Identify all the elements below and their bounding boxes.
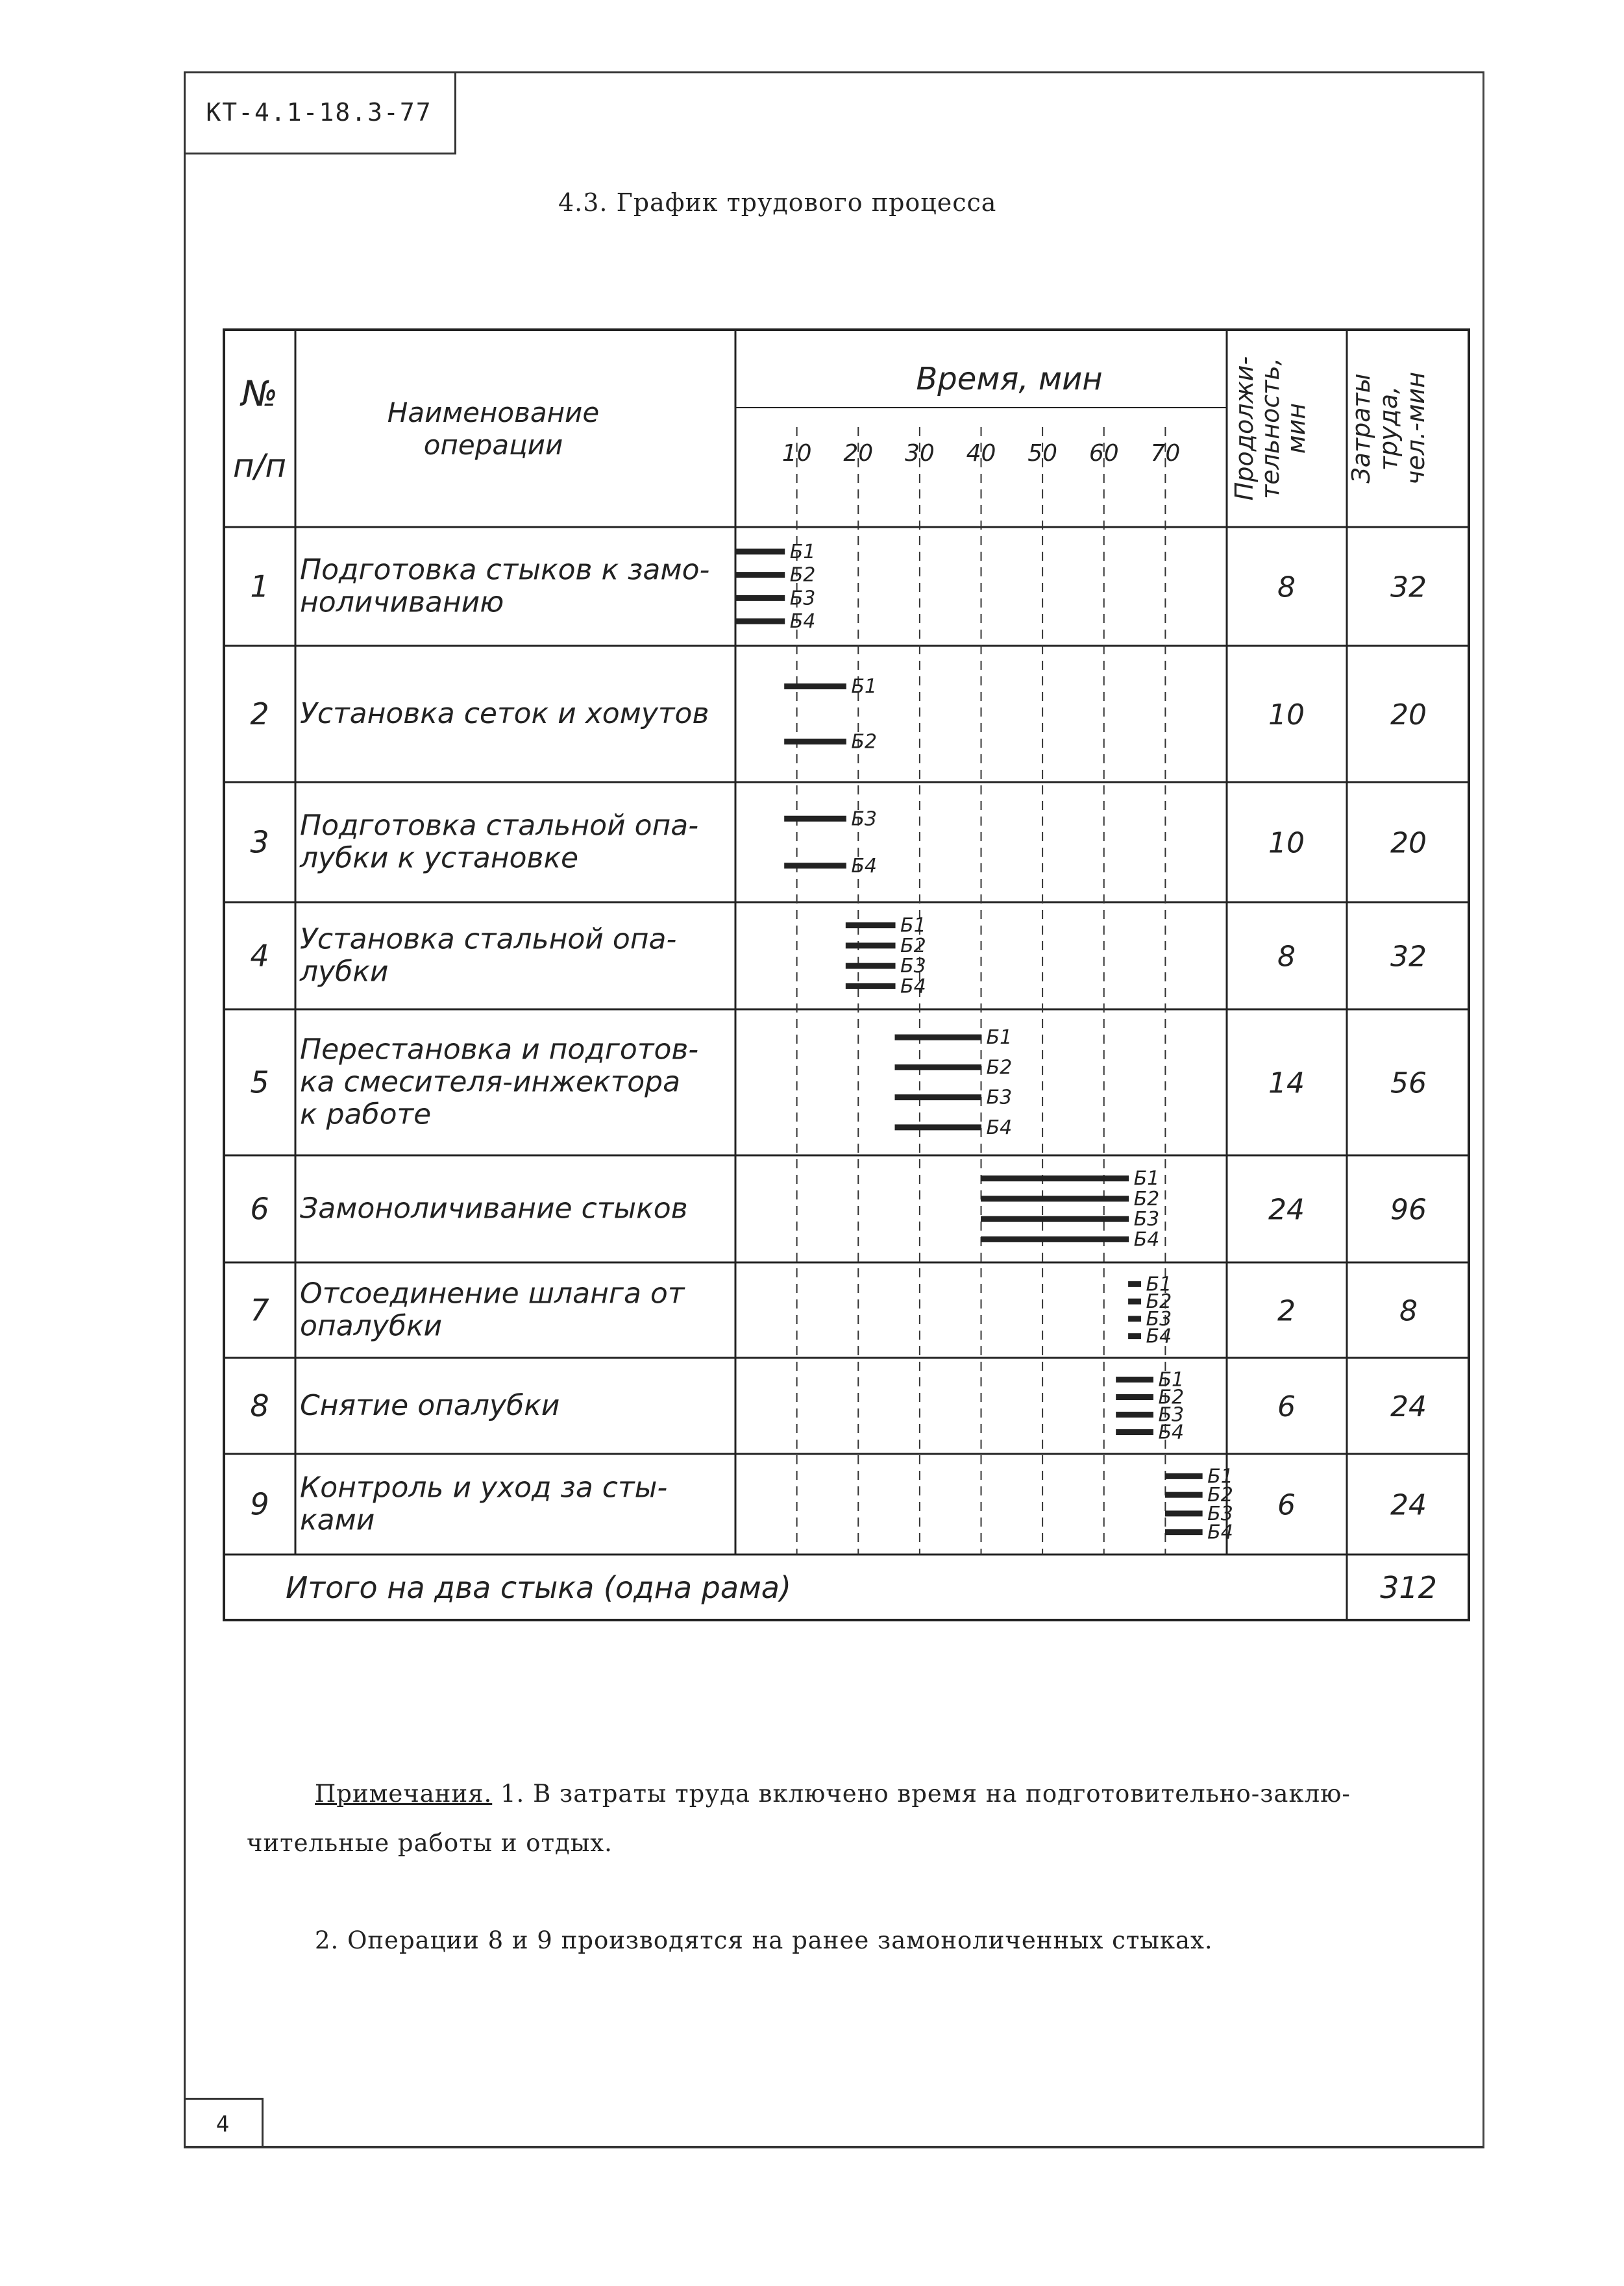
schedule-bar — [846, 943, 895, 948]
operation-name-line: к работе — [300, 1098, 432, 1131]
operation-name-line: ноличиванию — [300, 585, 504, 619]
operation-name-line: ками — [300, 1503, 375, 1537]
document-code: КТ-4.1-18.3-77 — [184, 71, 456, 154]
schedule-bar — [981, 1196, 1129, 1201]
duration-value: 10 — [1268, 826, 1305, 860]
operation-name-line: опалубки — [300, 1309, 443, 1343]
schedule-bar — [785, 684, 846, 689]
operation-name-line: Отсоединение шланга от — [300, 1277, 685, 1310]
schedule-bar — [1129, 1334, 1141, 1339]
schedule-bar — [735, 595, 785, 600]
schedule-bar — [1116, 1430, 1153, 1435]
worker-label: Б2 — [851, 730, 877, 754]
labor-value: 32 — [1390, 940, 1427, 974]
worker-label: Б3 — [1133, 1208, 1160, 1231]
duration-value: 2 — [1277, 1294, 1296, 1328]
schedule-bar — [1165, 1511, 1202, 1516]
schedule-bar — [895, 1035, 981, 1040]
schedule-bar — [1129, 1316, 1141, 1321]
time-tick-label: 50 — [1027, 440, 1058, 467]
schedule-bar — [735, 619, 785, 624]
schedule-bar — [1165, 1492, 1202, 1497]
row-number: 7 — [250, 1292, 269, 1328]
operation-name-line: ка смесителя-инжектора — [300, 1065, 681, 1099]
note-1-line-2: чительные работы и отдых. — [247, 1829, 613, 1857]
total-label: Итого на два стыка (одна рама) — [286, 1570, 791, 1605]
schedule-bar — [981, 1236, 1129, 1242]
worker-label: Б3 — [789, 587, 816, 610]
time-tick-label: 10 — [781, 440, 812, 467]
row-number: 3 — [250, 824, 269, 860]
header-name-1: Наименование — [387, 397, 600, 428]
row-number: 4 — [250, 938, 269, 974]
header-name-2: операции — [423, 429, 563, 461]
schedule-bar — [1129, 1299, 1141, 1304]
schedule-bar — [981, 1216, 1129, 1222]
duration-value: 10 — [1268, 698, 1305, 731]
worker-label: Б4 — [851, 854, 877, 878]
header-duration-line: тельность, — [1256, 358, 1285, 499]
header-no-pp: п/п — [232, 447, 287, 485]
worker-label: Б3 — [851, 807, 877, 831]
worker-label: Б4 — [1146, 1325, 1172, 1348]
schedule-bar — [1129, 1281, 1141, 1286]
header-labor-line: чел.-мин — [1401, 371, 1430, 485]
operation-name-line: Перестановка и подготов- — [300, 1033, 699, 1066]
worker-label: Б4 — [1158, 1421, 1185, 1444]
row-number: 8 — [250, 1388, 269, 1423]
labor-value: 32 — [1390, 571, 1427, 604]
schedule-bar — [846, 923, 895, 928]
row-number: 5 — [250, 1064, 269, 1100]
operation-name-line: Подготовка стальной опа- — [300, 809, 699, 842]
worker-label: Б4 — [900, 975, 926, 998]
row-number: 6 — [250, 1191, 269, 1227]
operation-name-line: лубки — [300, 955, 389, 989]
header-duration-line: мин — [1282, 402, 1310, 454]
duration-value: 6 — [1277, 1488, 1296, 1522]
operation-name-line: Снятие опалубки — [300, 1389, 560, 1422]
operation-name-line: Контроль и уход за сты- — [300, 1471, 668, 1505]
worker-label: Б3 — [1158, 1403, 1185, 1427]
schedule-bar — [895, 1125, 981, 1130]
operation-name-line: Подготовка стыков к замо- — [300, 553, 710, 587]
labor-value: 24 — [1390, 1390, 1427, 1423]
worker-label: Б2 — [1158, 1386, 1185, 1409]
row-number: 1 — [250, 569, 269, 604]
header-labor-line: труда, — [1374, 386, 1403, 471]
schedule-bar — [1165, 1473, 1202, 1479]
duration-value: 24 — [1268, 1193, 1305, 1227]
worker-label: Б4 — [1207, 1521, 1233, 1544]
schedule-bar — [1116, 1377, 1153, 1383]
header-no: № — [241, 373, 278, 414]
worker-label: Б4 — [986, 1116, 1013, 1139]
worker-label: Б1 — [1158, 1368, 1185, 1392]
schedule-bar — [785, 739, 846, 744]
operation-name-line: лубки к установке — [300, 841, 579, 875]
worker-label: Б4 — [1133, 1228, 1160, 1251]
worker-label: Б2 — [789, 563, 816, 587]
worker-label: Б3 — [1207, 1502, 1233, 1525]
note-2: 2. Операции 8 и 9 производятся на ранее замоноличенных стыках. — [315, 1926, 1213, 1954]
time-tick-label: 30 — [904, 440, 935, 467]
schedule-bar — [735, 572, 785, 578]
worker-label: Б2 — [900, 934, 926, 957]
schedule-bar — [1116, 1395, 1153, 1400]
schedule-bar — [785, 863, 846, 868]
duration-value: 8 — [1277, 940, 1296, 974]
labor-value: 96 — [1390, 1193, 1427, 1227]
worker-label: Б1 — [789, 540, 816, 563]
header-labor-line: Затраты — [1347, 373, 1375, 484]
worker-label: Б2 — [1207, 1484, 1233, 1507]
worker-label: Б1 — [986, 1026, 1013, 1050]
duration-value: 8 — [1277, 571, 1296, 604]
worker-label: Б2 — [1146, 1290, 1172, 1314]
worker-label: Б1 — [1146, 1273, 1172, 1296]
worker-label: Б1 — [851, 675, 877, 698]
worker-label: Б1 — [1207, 1465, 1233, 1488]
header-duration-line: Продолжи- — [1230, 356, 1259, 501]
operation-name-line: Замоноличивание стыков — [300, 1192, 688, 1225]
header-time: Время, мин — [916, 361, 1103, 397]
notes-heading: Примечания. — [315, 1780, 493, 1808]
schedule-bar — [785, 816, 846, 821]
duration-value: 14 — [1268, 1066, 1305, 1100]
worker-label: Б1 — [1133, 1167, 1160, 1190]
duration-value: 6 — [1277, 1390, 1296, 1423]
table-border — [224, 330, 1469, 1620]
time-tick-label: 40 — [966, 440, 996, 467]
schedule-bar — [1116, 1412, 1153, 1418]
schedule-bar — [846, 983, 895, 989]
operation-name-line: Установка сеток и хомутов — [300, 697, 709, 730]
schedule-bar — [895, 1064, 981, 1070]
labor-value: 20 — [1390, 826, 1427, 860]
labor-value: 56 — [1390, 1066, 1427, 1100]
time-tick-label: 60 — [1089, 440, 1119, 467]
schedule-bar — [846, 963, 895, 968]
schedule-bar — [735, 549, 785, 554]
time-tick-label: 20 — [843, 440, 874, 467]
worker-label: Б4 — [789, 610, 816, 633]
worker-label: Б3 — [1146, 1307, 1172, 1331]
total-value: 312 — [1380, 1570, 1437, 1605]
note-1-line-1 — [315, 1780, 1351, 1808]
worker-label: Б3 — [900, 955, 926, 978]
worker-label: Б2 — [986, 1056, 1013, 1079]
labor-value: 20 — [1390, 698, 1427, 731]
note-1-text: 1. В затраты труда включено время на подготовительно-заклю- — [500, 1780, 1351, 1808]
section-title: 4.3. График трудового процесса — [558, 188, 997, 217]
schedule-bar — [981, 1176, 1129, 1181]
operation-name-line: Установка стальной опа- — [300, 922, 677, 956]
labor-value: 8 — [1399, 1294, 1418, 1328]
schedule-bar — [1165, 1530, 1202, 1535]
worker-label: Б2 — [1133, 1187, 1160, 1211]
labor-value: 24 — [1390, 1488, 1427, 1522]
row-number: 2 — [250, 696, 269, 731]
worker-label: Б3 — [986, 1086, 1013, 1109]
page-number: 4 — [184, 2098, 264, 2148]
worker-label: Б1 — [900, 914, 926, 937]
time-tick-label: 70 — [1150, 440, 1181, 467]
schedule-bar — [895, 1095, 981, 1100]
row-number: 9 — [250, 1486, 269, 1522]
